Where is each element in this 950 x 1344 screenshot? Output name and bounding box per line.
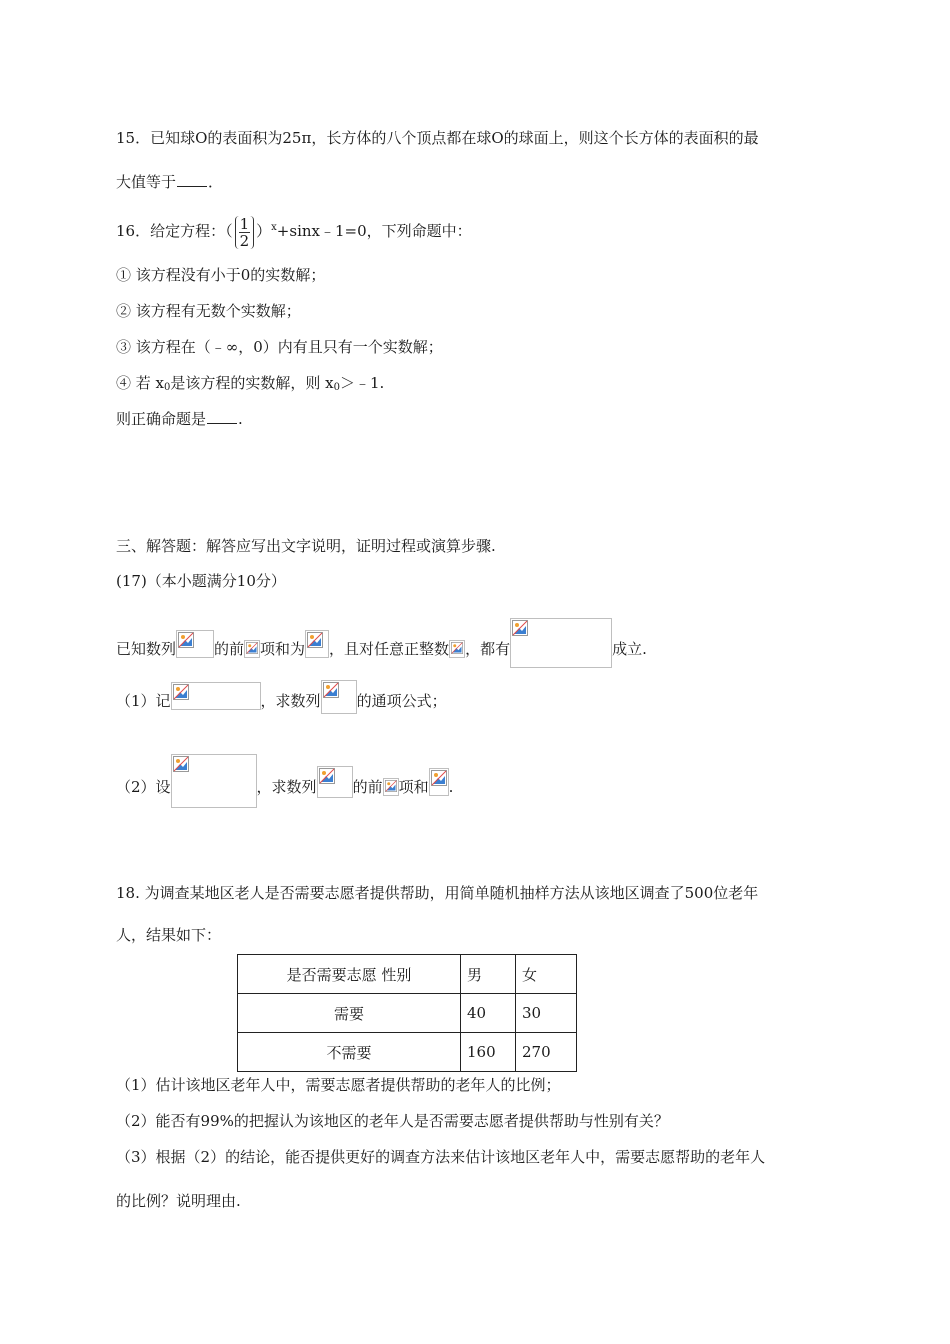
table-cell: 需要 — [238, 994, 461, 1033]
table-cell: 160 — [461, 1033, 516, 1072]
q17-part-2-d: 项和 — [398, 778, 429, 796]
q18-line1: 18. 为调查某地区老人是否需要志愿者提供帮助，用简单随机抽样方法从该地区调查了500位老年 — [116, 884, 759, 902]
broken-image-icon — [178, 632, 194, 648]
table-header-row — [238, 955, 577, 994]
q16-equation: 16．给定方程：（ $\frac{1}{2}$ ）$^x$+sinx﹣1=0，下列命题中： — [116, 214, 472, 250]
q18-part-2: （2）能否有99%的把握认为该地区的老年人是否需要志愿者提供帮助与性别有关？ — [116, 1112, 669, 1130]
q17-part-2-a: （2）设 — [116, 778, 171, 796]
q15-line1: 15．已知球O的表面积为25π，长方体的八个顶点都在球O的球面上，则这个长方体的表面积的最 — [116, 129, 759, 147]
broken-image-icon — [323, 682, 339, 698]
q17-stem-a: 已知数列 — [116, 640, 177, 658]
q18-part-3-continued: 的比例？说明理由. — [116, 1192, 241, 1210]
formula-image — [171, 682, 261, 710]
broken-image-icon — [173, 684, 189, 700]
formula-image — [244, 640, 260, 658]
broken-image-icon — [385, 780, 397, 792]
table-row — [238, 1033, 577, 1072]
q16-conclusion — [116, 409, 243, 429]
formula-image — [317, 766, 353, 798]
table-cell: 270 — [516, 1033, 577, 1072]
q16-option-4-a: ④ 若 x — [116, 374, 164, 392]
fraction — [235, 216, 255, 249]
formula-image — [176, 630, 214, 658]
q16-option-3: ③ 该方程在（﹣∞，0）内有且只有一个实数解； — [116, 338, 443, 356]
broken-image-icon — [307, 632, 323, 648]
subscript: 0 — [164, 382, 171, 393]
broken-image-icon — [512, 620, 528, 636]
q17-part-2 — [116, 754, 453, 808]
q17-stem — [116, 618, 647, 668]
q15-line2 — [116, 172, 223, 192]
q17-part-2-e: . — [448, 778, 454, 796]
table-header-cell: 女 — [516, 955, 577, 994]
formula-image — [305, 630, 329, 658]
broken-image-icon — [319, 768, 335, 784]
q17-part-1-c: 的通项公式； — [356, 692, 447, 710]
formula-image — [510, 618, 612, 668]
table-header-cell: 是否需要志愿 性别 — [238, 955, 461, 994]
q15-line2-end: ． — [208, 173, 224, 191]
q16-option-1: ① 该方程没有小于0的实数解； — [116, 266, 326, 284]
answer-blank — [207, 409, 237, 424]
subscript: 0 — [333, 382, 340, 393]
section-heading: 三、解答题：解答应写出文字说明，证明过程或演算步骤. — [116, 537, 496, 555]
q17-stem-c: 项和为 — [260, 640, 306, 658]
formula-image — [171, 754, 257, 808]
formula-image — [449, 640, 465, 658]
q15-line2-text: 大值等于 — [116, 173, 177, 191]
q18-part-1: （1）估计该地区老年人中，需要志愿者提供帮助的老年人的比例； — [116, 1076, 561, 1094]
q16-conclusion-end: . — [238, 410, 243, 428]
q17-stem-f: 成立. — [612, 640, 647, 658]
formula-image — [429, 768, 449, 796]
fraction-numerator: 1 — [239, 214, 250, 233]
answer-blank — [177, 172, 207, 187]
broken-image-icon — [173, 756, 189, 772]
q17-part-2-b: ，求数列 — [256, 778, 317, 796]
q16-conclusion-text: 则正确命题是 — [116, 410, 207, 428]
broken-image-icon — [451, 642, 463, 654]
q17-title: (17)（本小题满分10分） — [116, 572, 286, 590]
exponent: x — [271, 222, 277, 233]
q17-part-1-a: （1）记 — [116, 692, 171, 710]
formula-image — [383, 778, 399, 796]
q17-part-1 — [116, 680, 447, 714]
q16-suffix: +sinx﹣1=0，下列命题中： — [276, 222, 472, 240]
q17-part-2-c: 的前 — [352, 778, 383, 796]
broken-image-icon — [431, 770, 447, 786]
formula-image — [321, 680, 357, 714]
table-header-cell: 男 — [461, 955, 516, 994]
q16-option-4-c: ＞﹣1. — [339, 374, 385, 392]
q18-line2: 人，结果如下： — [116, 926, 222, 944]
q16-option-4-b: 是该方程的实数解，则 x — [170, 374, 334, 392]
q17-stem-d: ，且对任意正整数 — [329, 640, 450, 658]
q17-stem-b: 的前 — [214, 640, 245, 658]
table-cell: 不需要 — [238, 1033, 461, 1072]
q17-stem-e: ，都有 — [465, 640, 511, 658]
table-cell: 30 — [516, 994, 577, 1033]
q17-part-1-b: ，求数列 — [260, 692, 321, 710]
table-cell: 40 — [461, 994, 516, 1033]
q16-prefix: 16．给定方程：（ — [116, 222, 233, 240]
fraction-denominator: 2 — [239, 231, 250, 250]
q16-option-4 — [116, 373, 384, 398]
q18-part-3: （3）根据（2）的结论，能否提供更好的调查方法来估计该地区老年人中，需要志愿帮助的老年人 — [116, 1148, 766, 1166]
q16-option-2: ② 该方程有无数个实数解； — [116, 302, 301, 320]
table-row — [238, 994, 577, 1033]
broken-image-icon — [246, 642, 258, 654]
survey-table — [237, 954, 577, 1072]
